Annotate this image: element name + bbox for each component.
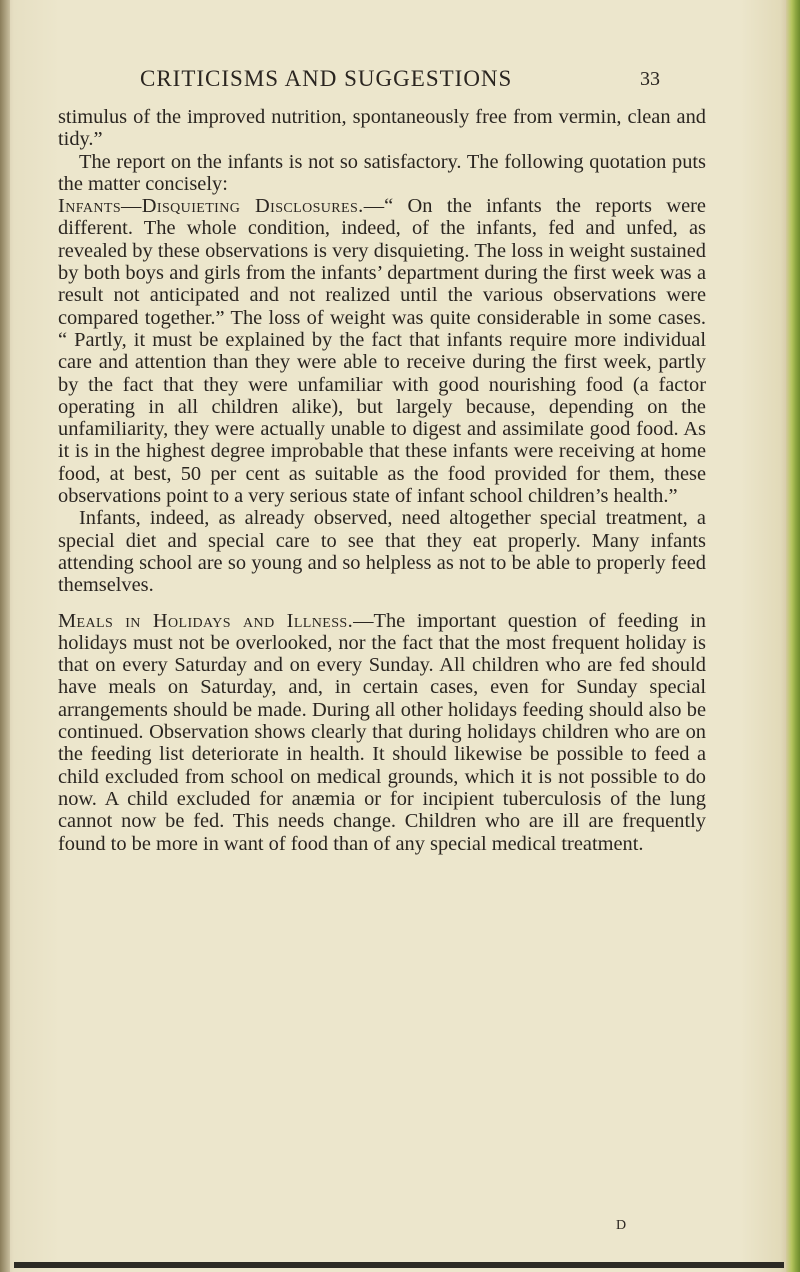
paragraph-quotation: [58, 195, 706, 507]
meals-holidays-text: —The important question of feeding in holidays must not be overlooked, nor the fact that the most frequent holiday is that on every Saturday and on every Sunday. All children who are fed should have meals on Saturday, and, in certain cases, even for Sunday special arrangements should be made. During all other holidays feeding should also be continued. Observation shows clearly that during holidays children who are on the feeding list deteriorate in health. It should likewise be possible to feed a child excluded from school on medical grounds, which it is not possible to do now. A child excluded for anæmia or for incipient tuberculosis of the lung cannot now be fed. This needs change. Children who are ill are frequently found to be more in want of food than of any special medical treatment.: [58, 609, 706, 855]
paragraph-meals-holidays: [58, 610, 706, 855]
section-heading-meals: Meals in Holidays and Illness.: [58, 609, 354, 632]
body-text: [58, 106, 706, 855]
paragraph-continued: stimulus of the improved nutrition, spontaneously free from vermin, clean and tidy.”: [58, 106, 706, 151]
bottom-rule: [14, 1262, 784, 1268]
running-head: CRITICISMS AND SUGGESTIONS: [140, 66, 513, 91]
page-gutter-shadow: [0, 0, 10, 1272]
quotation-text: —“ On the infants the reports were different. The whole condition, indeed, of the infants, fed and unfed, as revealed by these observations is very disquieting. The loss in weight sustained by both boys and girls from the infants’ department during the first week was a result not anticipated and not realized until the various observations were compared together.” The loss of weight was quite considerable in some cases. “ Partly, it must be explained by the fact that infants require more individual care and attention than they were able to receive during the first week, partly by the fact that they were unfamiliar with good nourishing food (a factor operating in all children alike), but largely because, depending on the unfamiliarity, they were actually unable to digest and assimilate good food. As it is in the highest degree improbable that these infants were receiving at home food, at best, 50 per cent as suitable as the food provided for them, these observations point to a very serious state of infant school children’s health.”: [58, 195, 706, 508]
paragraph-special-treatment: Infants, indeed, as already observed, need altogether special treatment, a special diet and special care to see that they eat properly. Many infants attending school are so young and so helpless as not to be able to properly feed themselves.: [58, 507, 706, 597]
page-edge: [786, 0, 800, 1272]
section-heading-infants: Infants—Disquieting Disclosures.: [58, 195, 364, 218]
page-header: [140, 66, 660, 96]
paragraph-report-infants: The report on the infants is not so satisfactory. The following quotation puts the matter concisely:: [58, 150, 706, 195]
signature-mark: D: [616, 1218, 627, 1233]
page-number: 33: [640, 68, 660, 90]
